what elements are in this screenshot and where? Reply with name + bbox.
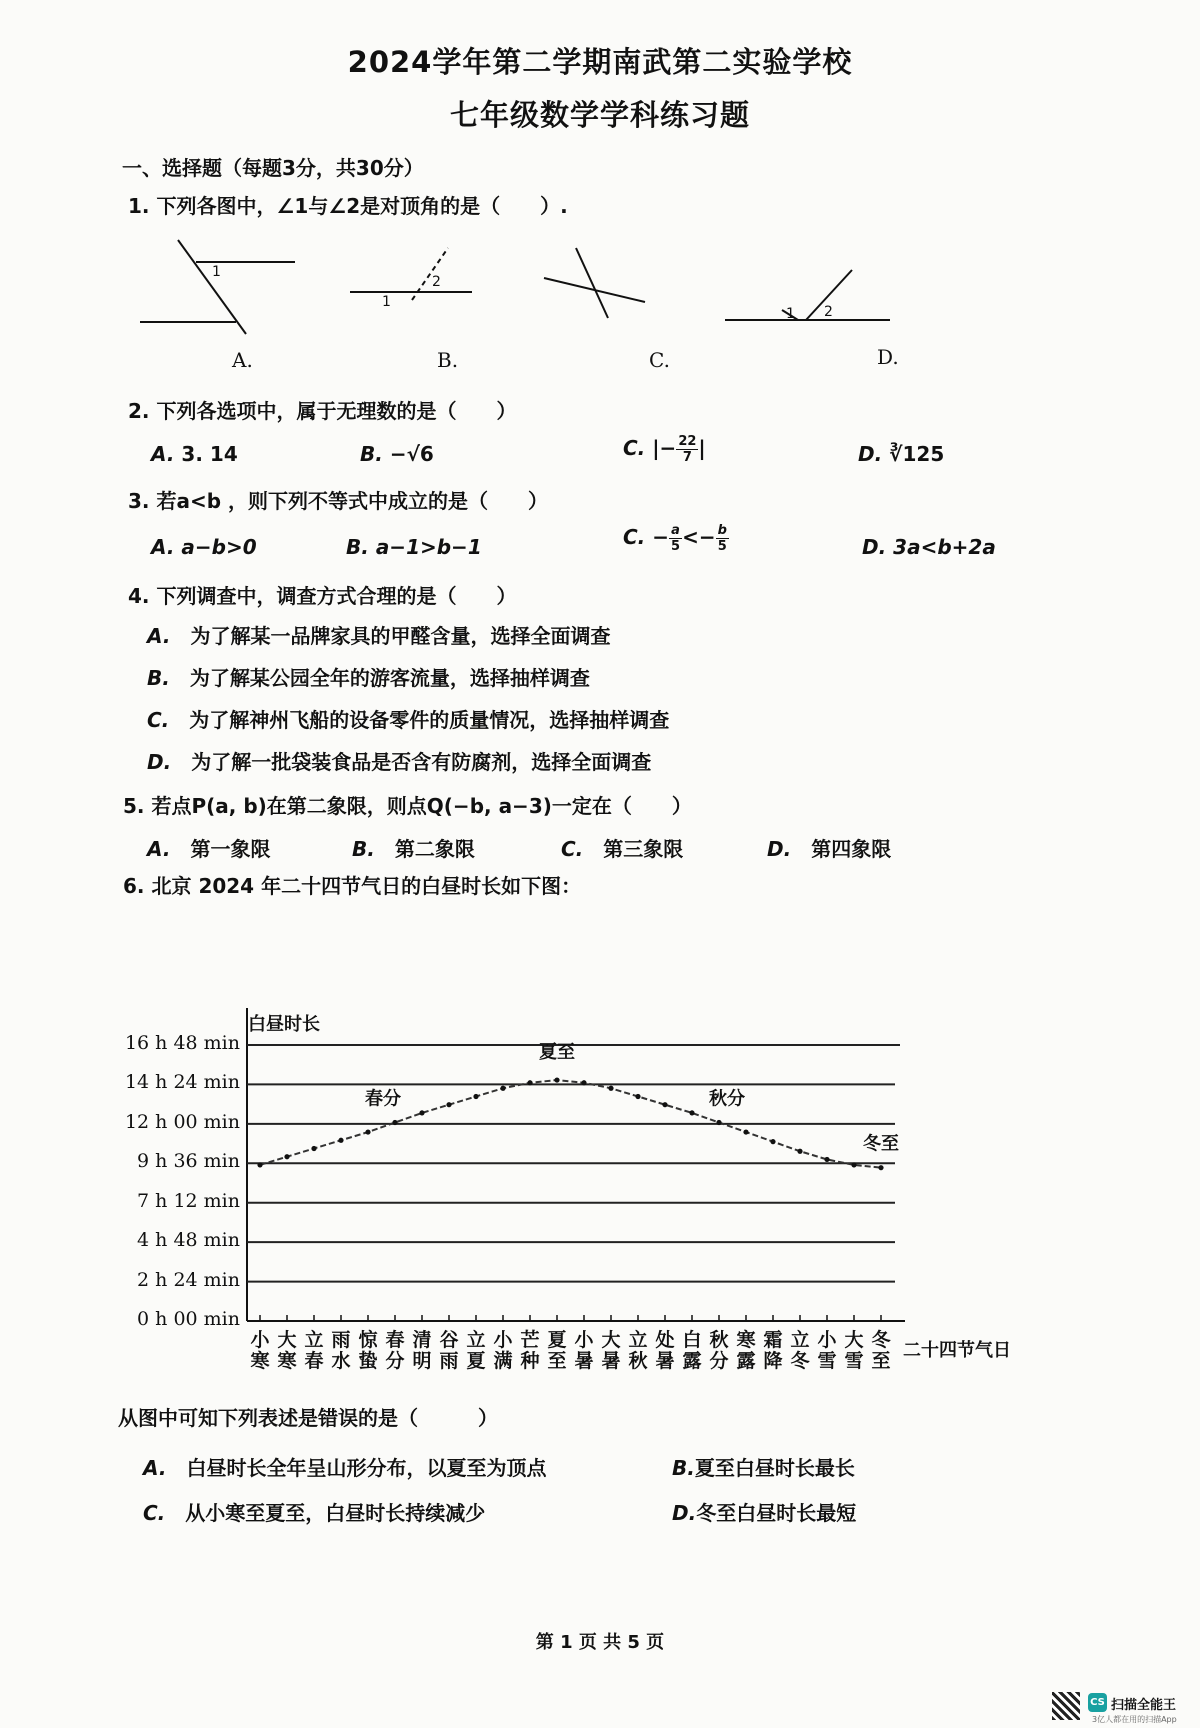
x-category-label: 惊 蛰 bbox=[358, 1329, 378, 1372]
exam-title: 2024学年第二学期南武第二实验学校 bbox=[347, 45, 853, 79]
q1-option-d: D. bbox=[877, 345, 899, 369]
x-category-label: 小 满 bbox=[493, 1329, 513, 1372]
data-point bbox=[392, 1120, 397, 1125]
data-point bbox=[446, 1102, 451, 1107]
x-category-label: 小 暑 bbox=[574, 1329, 594, 1372]
data-point bbox=[878, 1165, 883, 1170]
data-point bbox=[716, 1120, 721, 1125]
x-category-label: 立 冬 bbox=[790, 1329, 810, 1372]
data-point bbox=[527, 1080, 532, 1085]
data-point bbox=[554, 1077, 559, 1082]
q6-option-d: D.冬至白昼时长最短 bbox=[672, 1501, 857, 1525]
chart-annotation: 秋分 bbox=[709, 1088, 745, 1110]
data-point bbox=[581, 1080, 586, 1085]
page-footer: 第 1 页 共 5 页 bbox=[535, 1632, 665, 1653]
q6-option-b: B.夏至白昼时长最长 bbox=[672, 1456, 855, 1480]
data-point bbox=[257, 1162, 262, 1167]
x-category-label: 芒 种 bbox=[520, 1329, 540, 1372]
data-point bbox=[851, 1162, 856, 1167]
q1-angle-2-b: 2 bbox=[432, 274, 441, 290]
watermark-app: 扫描全能王 bbox=[1111, 1698, 1177, 1713]
q6-question: 从图中可知下列表述是错误的是（ ） bbox=[118, 1406, 498, 1430]
y-tick-label: 16 h 48 min bbox=[124, 1032, 240, 1054]
data-point bbox=[419, 1110, 424, 1115]
q5-option-a: A. 第一象限 bbox=[147, 837, 271, 861]
x-category-label: 大 雪 bbox=[844, 1329, 864, 1372]
x-category-label: 小 雪 bbox=[817, 1329, 837, 1372]
q5-option-b: B. 第二象限 bbox=[352, 837, 475, 861]
data-point bbox=[797, 1149, 802, 1154]
x-category-label: 冬 至 bbox=[871, 1329, 891, 1372]
q6-option-c: C. 从小寒至夏至，白昼时长持续减少 bbox=[143, 1501, 486, 1525]
data-point bbox=[500, 1086, 505, 1091]
q3-option-a: A. a−b>0 bbox=[151, 535, 257, 559]
y-tick-label: 0 h 00 min bbox=[137, 1308, 240, 1330]
chart-ylabel: 白昼时长 bbox=[248, 1014, 320, 1035]
chart-annotation: 春分 bbox=[365, 1088, 401, 1110]
x-category-label: 春 分 bbox=[385, 1329, 405, 1372]
q1-angle-2-d: 2 bbox=[824, 304, 833, 320]
q1-angle-1-d: 1 bbox=[786, 306, 795, 322]
q1-option-c: C. bbox=[649, 348, 670, 372]
x-category-label: 立 夏 bbox=[466, 1329, 486, 1372]
x-category-label: 立 春 bbox=[304, 1329, 324, 1372]
x-category-label: 白 露 bbox=[682, 1329, 702, 1372]
x-category-label: 雨 水 bbox=[331, 1329, 351, 1372]
q2-option-c: C. |− $\frac{22}{7}$ | bbox=[623, 434, 706, 465]
data-point bbox=[824, 1157, 829, 1162]
q2-stem: 2. 下列各选项中，属于无理数的是（ ） bbox=[128, 399, 517, 423]
x-category-label: 小 寒 bbox=[250, 1329, 270, 1372]
q6-option-a: A. 白昼时长全年呈山形分布，以夏至为顶点 bbox=[143, 1456, 547, 1480]
data-point bbox=[770, 1139, 775, 1144]
q4-stem: 4. 下列调查中，调查方式合理的是（ ） bbox=[128, 584, 517, 608]
q3-option-c: C. − $\frac{a}{5}$ <− $\frac{b}{5}$ bbox=[623, 523, 727, 554]
camscanner-badge: CS bbox=[1088, 1693, 1107, 1712]
x-category-label: 秋 分 bbox=[709, 1329, 729, 1372]
data-point bbox=[311, 1146, 316, 1151]
data-point bbox=[635, 1094, 640, 1099]
x-category-label: 清 明 bbox=[412, 1329, 432, 1372]
y-tick-label: 7 h 12 min bbox=[137, 1189, 240, 1212]
q4-option-b: B. 为了解某公园全年的游客流量，选择抽样调查 bbox=[147, 666, 590, 690]
q6-stem: 6. 北京 2024 年二十四节气日的白昼时长如下图： bbox=[123, 874, 582, 898]
q5-option-d: D. 第四象限 bbox=[767, 837, 892, 861]
q3-stem: 3. 若a<b ，则下列不等式中成立的是（ ） bbox=[128, 489, 549, 513]
data-point bbox=[689, 1110, 694, 1115]
x-category-label: 霜 降 bbox=[763, 1329, 783, 1372]
q2-option-b: B. −√6 bbox=[360, 442, 434, 466]
x-category-label: 寒 露 bbox=[736, 1329, 756, 1372]
q5-option-c: C. 第三象限 bbox=[561, 837, 684, 861]
watermark-sub: 3亿人都在用的扫描App bbox=[1092, 1715, 1177, 1724]
data-point bbox=[365, 1129, 370, 1134]
x-category-label: 大 暑 bbox=[601, 1329, 621, 1372]
data-point bbox=[608, 1086, 613, 1091]
chart-annotation: 夏至 bbox=[539, 1042, 575, 1064]
chart-annotation: 冬至 bbox=[863, 1133, 899, 1155]
x-category-label: 大 寒 bbox=[277, 1329, 297, 1372]
q5-stem: 5. 若点P(a, b)在第二象限，则点Q(−b, a−3)一定在（ ） bbox=[123, 794, 692, 818]
section-heading: 一、选择题（每题3分，共30分） bbox=[122, 156, 424, 180]
q4-option-a: A. 为了解某一品牌家具的甲醛含量，选择全面调查 bbox=[147, 624, 611, 648]
data-point bbox=[473, 1094, 478, 1099]
x-category-label: 立 秋 bbox=[628, 1329, 648, 1372]
y-tick-label: 4 h 48 min bbox=[137, 1229, 240, 1252]
q2-fraction: $\frac{22}{7}$ bbox=[678, 434, 697, 465]
data-point bbox=[662, 1102, 667, 1107]
y-tick-label: 14 h 24 min bbox=[124, 1071, 240, 1094]
data-point bbox=[284, 1154, 289, 1159]
q3-option-b: B. a−1>b−1 bbox=[346, 535, 482, 559]
q1-option-b: B. bbox=[437, 348, 459, 372]
q1-stem: 1. 下列各图中，∠1与∠2是对顶角的是（ ）. bbox=[128, 194, 568, 218]
data-point bbox=[338, 1138, 343, 1143]
q4-option-d: D. 为了解一批袋装食品是否含有防腐剂，选择全面调查 bbox=[147, 750, 652, 774]
data-point bbox=[743, 1129, 748, 1134]
chart-xlabel: 二十四节气日 bbox=[903, 1340, 1011, 1361]
y-tick-label: 12 h 00 min bbox=[124, 1110, 240, 1133]
q2-option-d: D. ∛125 bbox=[858, 442, 945, 466]
q1-angle-1-a: 1 bbox=[212, 264, 221, 280]
q1-angle-1-b: 1 bbox=[382, 294, 391, 310]
q1-option-a: A. bbox=[232, 348, 253, 372]
x-category-label: 夏 至 bbox=[547, 1329, 567, 1372]
exam-subtitle: 七年级数学学科练习题 bbox=[449, 98, 750, 132]
y-tick-label: 9 h 36 min bbox=[137, 1150, 240, 1173]
q3-option-d: D. 3a<b+2a bbox=[862, 535, 996, 559]
x-category-label: 谷 雨 bbox=[439, 1329, 459, 1372]
y-tick-label: 2 h 24 min bbox=[137, 1268, 240, 1291]
q4-option-c: C. 为了解神州飞船的设备零件的质量情况，选择抽样调查 bbox=[147, 708, 670, 732]
x-category-label: 处 暑 bbox=[655, 1329, 675, 1372]
qr-code-icon bbox=[1052, 1692, 1080, 1720]
q2-option-a: A. 3. 14 bbox=[151, 442, 238, 466]
